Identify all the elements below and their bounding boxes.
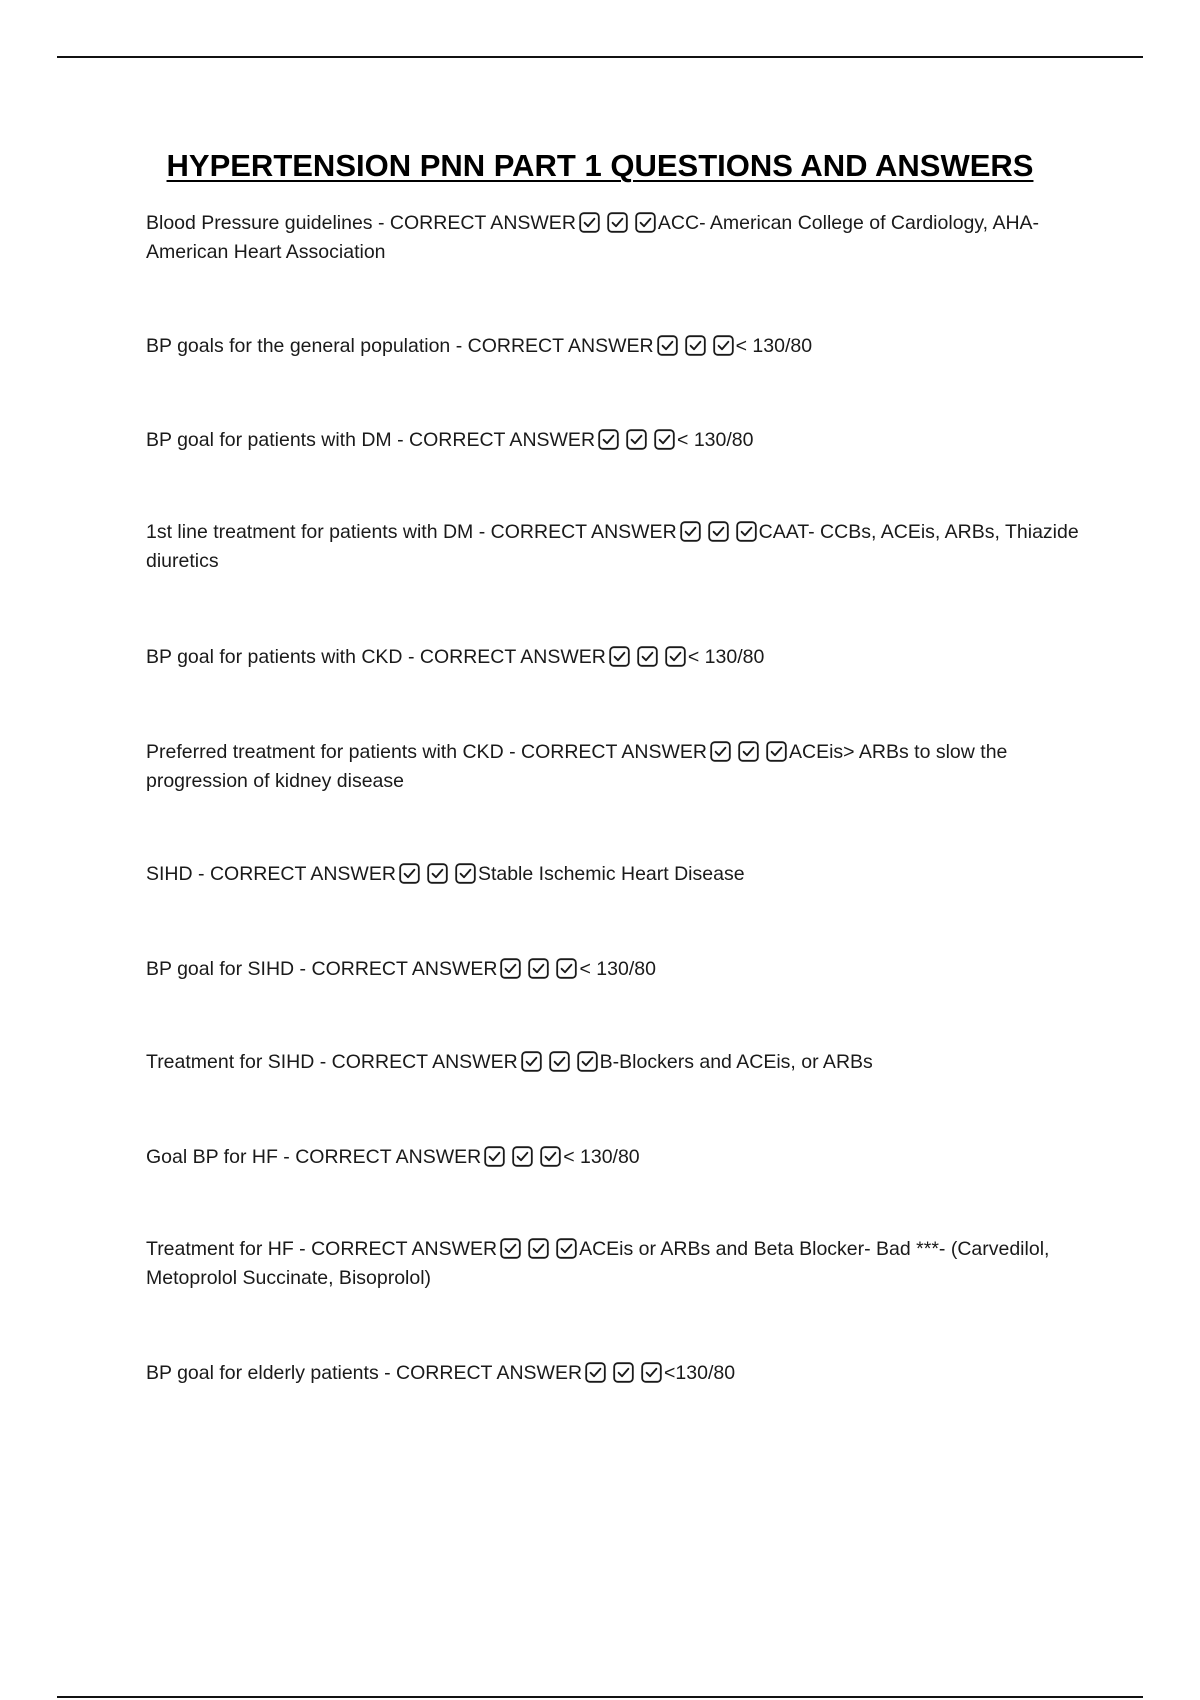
qa-item: BP goal for SIHD - CORRECT ANSWER < 130/80 xyxy=(146,958,656,980)
top-rule xyxy=(57,56,1143,58)
qa-item: BP goal for elderly patients - CORRECT ANSWER <130/80 xyxy=(146,1362,736,1384)
qa-item: BP goal for patients with DM - CORRECT ANSWER < 130/80 xyxy=(146,429,754,451)
checkbox-checked-icon xyxy=(657,335,678,356)
qa-item: Treatment for SIHD - CORRECT ANSWER B-Blockers and ACEis, or ARBs xyxy=(146,1051,873,1073)
checkbox-checked-icon xyxy=(736,521,757,542)
correct-answer-marker: CORRECT ANSWER xyxy=(419,646,606,668)
question-text: SIHD xyxy=(146,863,193,885)
checkbox-checked-icon xyxy=(654,429,675,450)
checkbox-checked-icon xyxy=(455,863,476,884)
checkbox-checked-icon xyxy=(500,1238,521,1259)
correct-answer-marker: CORRECT ANSWER xyxy=(389,212,576,234)
checkbox-checked-icon xyxy=(766,741,787,762)
correct-answer-marker: CORRECT ANSWER xyxy=(295,1146,482,1168)
qa-item: BP goals for the general population - CORRECT ANSWER < 130/80 xyxy=(146,335,813,357)
checkbox-checked-icon xyxy=(500,958,521,979)
check-marks xyxy=(500,958,577,979)
checkbox-checked-icon xyxy=(641,1362,662,1383)
checkbox-checked-icon xyxy=(512,1146,533,1167)
checkbox-checked-icon xyxy=(708,521,729,542)
question-text: Goal BP for HF xyxy=(146,1146,278,1168)
checkbox-checked-icon xyxy=(549,1051,570,1072)
checkbox-checked-icon xyxy=(579,212,600,233)
check-marks xyxy=(598,429,675,450)
checkbox-checked-icon xyxy=(665,646,686,667)
checkbox-checked-icon xyxy=(637,646,658,667)
correct-answer-marker: CORRECT ANSWER xyxy=(467,335,654,357)
qa-item: Blood Pressure guidelines - CORRECT ANSWER ACC- American College of Cardiology, AHA- American Heart Association xyxy=(146,212,1040,263)
checkbox-checked-icon xyxy=(710,741,731,762)
check-marks xyxy=(579,212,656,233)
question-text: BP goal for patients with DM xyxy=(146,429,392,451)
correct-answer-marker: CORRECT ANSWER xyxy=(409,429,596,451)
document-title: HYPERTENSION PNN PART 1 QUESTIONS AND ANSWERS xyxy=(166,148,1034,183)
check-marks xyxy=(585,1362,662,1383)
checkbox-checked-icon xyxy=(635,212,656,233)
check-marks xyxy=(399,863,476,884)
answer-text: CAAT- CCBs, ACEis, ARBs, Thiazide diuretics xyxy=(146,521,1079,572)
qa-item: Treatment for HF - CORRECT ANSWER ACEis or ARBs and Beta Blocker- Bad ***- (Carvedilol, Metoprolol Succinate, Bisoprolol) xyxy=(146,1238,1050,1289)
correct-answer-marker: CORRECT ANSWER xyxy=(521,741,707,763)
check-marks xyxy=(680,521,757,542)
question-text: BP goal for SIHD xyxy=(146,958,295,980)
checkbox-checked-icon xyxy=(484,1146,505,1167)
check-marks xyxy=(710,741,787,762)
question-text: Blood Pressure guidelines xyxy=(146,212,373,234)
bottom-rule xyxy=(57,1696,1143,1698)
check-marks xyxy=(657,335,734,356)
answer-text: Stable Ischemic Heart Disease xyxy=(477,863,745,885)
qa-item: BP goal for patients with CKD - CORRECT ANSWER < 130/80 xyxy=(146,646,765,668)
checkbox-checked-icon xyxy=(680,521,701,542)
checkbox-checked-icon xyxy=(685,335,706,356)
checkbox-checked-icon xyxy=(738,741,759,762)
answer-text: ACEis> ARBs to slow the progression of kidney disease xyxy=(146,741,1008,792)
checkbox-checked-icon xyxy=(528,958,549,979)
correct-answer-marker: CORRECT ANSWER xyxy=(311,958,498,980)
checkbox-checked-icon xyxy=(540,1146,561,1167)
answer-text: < 130/80 xyxy=(579,958,656,980)
question-text: BP goal for elderly patients xyxy=(146,1362,379,1384)
check-marks xyxy=(521,1051,598,1072)
answer-text: <130/80 xyxy=(664,1362,736,1384)
question-text: BP goals for the general population xyxy=(146,335,451,357)
checkbox-checked-icon xyxy=(609,646,630,667)
answer-text: < 130/80 xyxy=(563,1146,640,1168)
correct-answer-marker: CORRECT ANSWER xyxy=(331,1051,518,1073)
answer-text: ACC- American College of Cardiology, AHA- American Heart Association xyxy=(146,212,1040,263)
qa-item: Preferred treatment for patients with CKD - CORRECT ANSWER ACEis> ARBs to slow the progression of kidney disease xyxy=(146,741,1008,792)
check-marks xyxy=(484,1146,561,1167)
checkbox-checked-icon xyxy=(713,335,734,356)
answer-text: < 130/80 xyxy=(687,646,765,668)
qa-item: Goal BP for HF - CORRECT ANSWER < 130/80 xyxy=(146,1146,640,1168)
qa-item: 1st line treatment for patients with DM - CORRECT ANSWER CAAT- CCBs, ACEis, ARBs, Thiazide diuretics xyxy=(146,521,1079,572)
checkbox-checked-icon xyxy=(556,1238,577,1259)
qa-item: SIHD - CORRECT ANSWER Stable Ischemic Heart Disease xyxy=(146,863,745,885)
question-text: 1st line treatment for patients with DM xyxy=(146,521,474,543)
checkbox-checked-icon xyxy=(521,1051,542,1072)
checkbox-checked-icon xyxy=(556,958,577,979)
question-text: Treatment for HF xyxy=(146,1238,294,1260)
checkbox-checked-icon xyxy=(577,1051,598,1072)
correct-answer-marker: CORRECT ANSWER xyxy=(311,1238,498,1260)
checkbox-checked-icon xyxy=(607,212,628,233)
correct-answer-marker: CORRECT ANSWER xyxy=(490,521,677,543)
correct-answer-marker: CORRECT ANSWER xyxy=(396,1362,583,1384)
checkbox-checked-icon xyxy=(613,1362,634,1383)
question-text: Preferred treatment for patients with CKD xyxy=(146,741,504,763)
check-marks xyxy=(609,646,686,667)
correct-answer-marker: CORRECT ANSWER xyxy=(209,863,396,885)
checkbox-checked-icon xyxy=(427,863,448,884)
question-text: Treatment for SIHD xyxy=(146,1051,315,1073)
question-text: BP goal for patients with CKD xyxy=(146,646,403,668)
answer-text: < 130/80 xyxy=(677,429,754,451)
check-marks xyxy=(500,1238,577,1259)
checkbox-checked-icon xyxy=(399,863,420,884)
answer-text: ACEis or ARBs and Beta Blocker- Bad ***- (Carvedilol, Metoprolol Succinate, Bisoprolol) xyxy=(146,1238,1050,1289)
answer-text: < 130/80 xyxy=(735,335,813,357)
checkbox-checked-icon xyxy=(626,429,647,450)
checkbox-checked-icon xyxy=(528,1238,549,1259)
answer-text: B-Blockers and ACEis, or ARBs xyxy=(599,1051,873,1073)
checkbox-checked-icon xyxy=(598,429,619,450)
checkbox-checked-icon xyxy=(585,1362,606,1383)
